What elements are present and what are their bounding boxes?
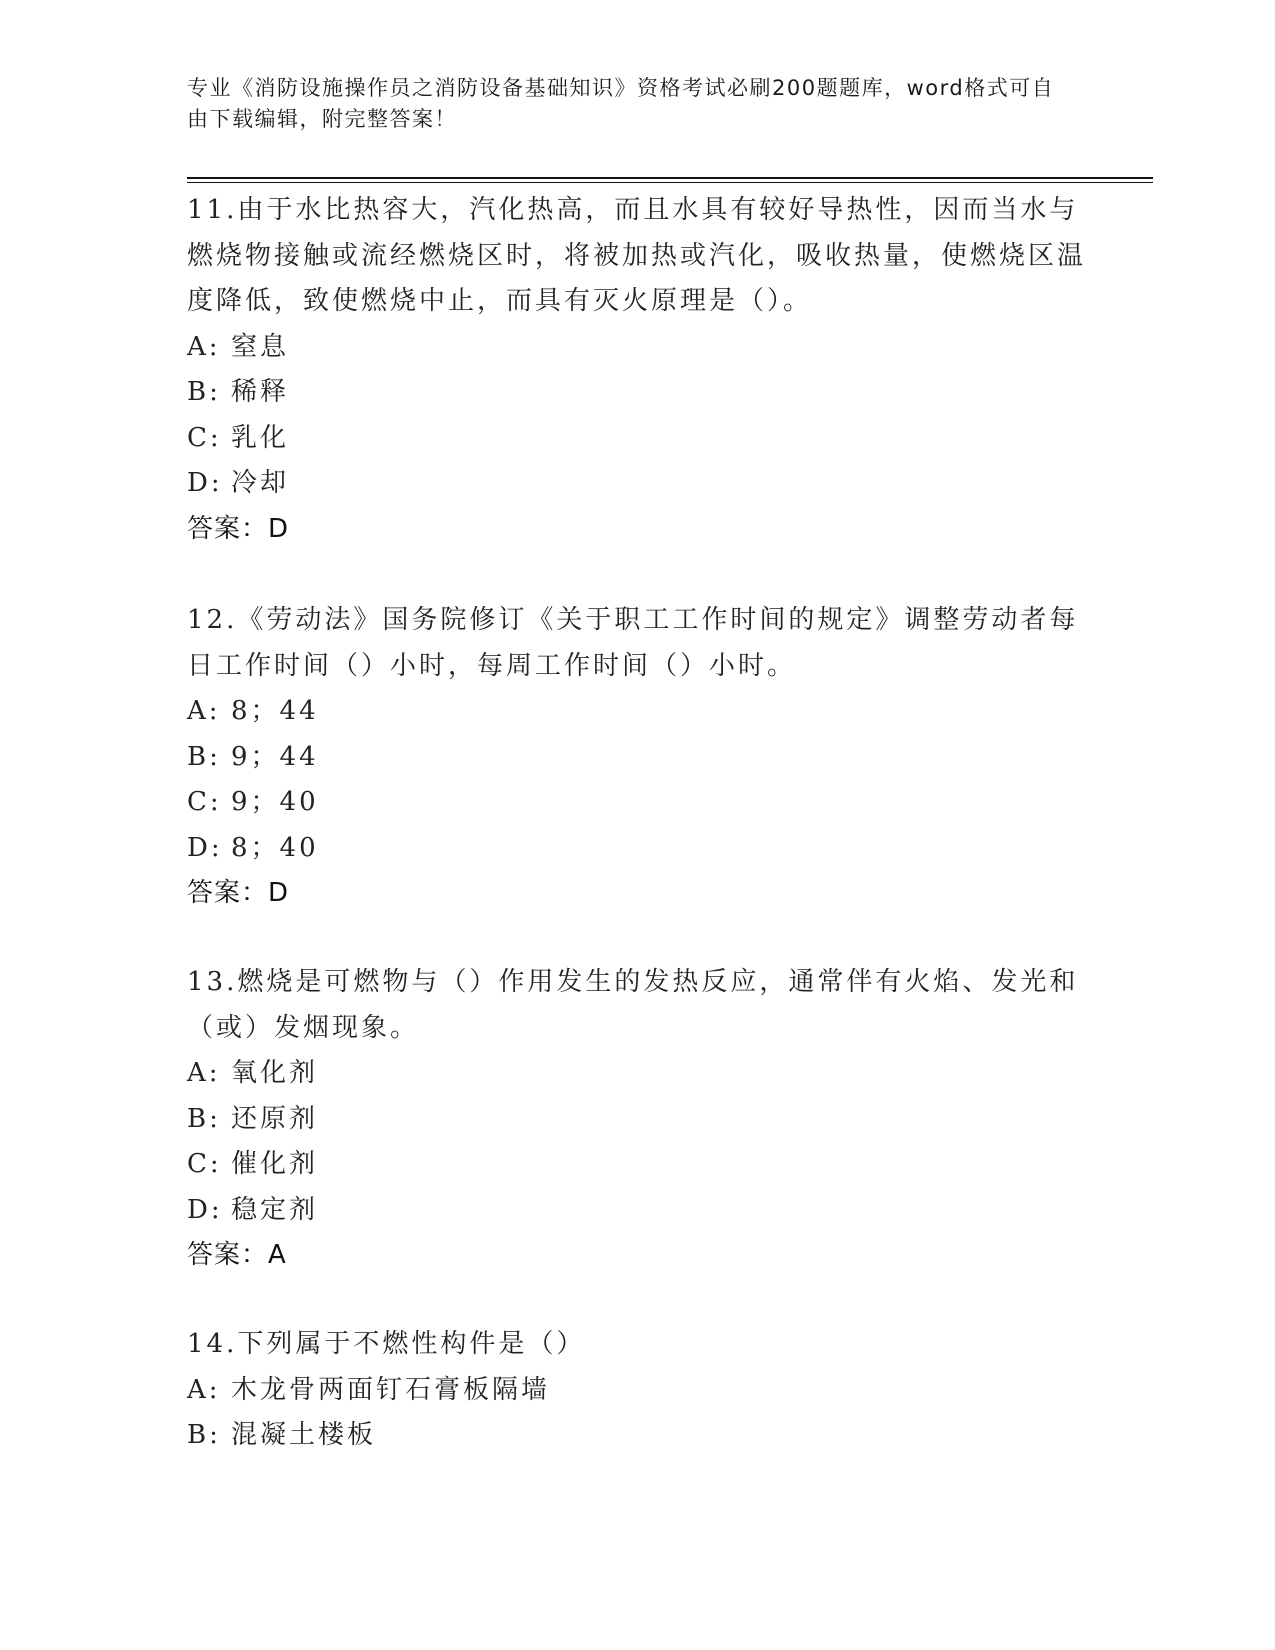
question-14: [187, 1322, 1087, 1459]
question-stem: 11.由于水比热容大，汽化热高，而且水具有较好导热性，因而当水与燃烧物接触或流经燃烧区时，将被加热或汽化，吸收热量，使燃烧区温度降低，致使燃烧中止，而具有灭火原理是（）。: [187, 195, 1087, 316]
option-d: [187, 1188, 1087, 1234]
option-text: 冷却: [231, 468, 290, 498]
option-letter: D:: [187, 468, 223, 498]
option-letter: C:: [187, 1149, 222, 1179]
option-text: 氧化剂: [231, 1058, 319, 1088]
option-letter: C:: [187, 787, 222, 817]
question-stem: 13.燃烧是可燃物与（）作用发生的发热反应，通常伴有火焰、发光和（或）发烟现象。: [187, 967, 1079, 1043]
option-a: [187, 1051, 1087, 1097]
option-letter: A:: [187, 1374, 221, 1405]
option-text: 乳化: [231, 422, 290, 453]
option-letter: A:: [187, 696, 221, 726]
option-d: [187, 826, 1087, 872]
option-c: [187, 780, 1087, 826]
option-text: 8；44: [231, 696, 319, 726]
header-divider-thin: [187, 182, 1153, 183]
option-c: [187, 416, 1087, 462]
option-letter: C:: [187, 422, 222, 453]
option-b: [187, 735, 1087, 781]
option-c: [187, 1142, 1087, 1188]
header-title: 专业《消防设施操作员之消防设备基础知识》资格考试必刷200题题库，word格式可自由下载编辑，附完整答案！: [187, 76, 1055, 131]
option-a: [187, 689, 1087, 735]
option-b: [187, 1097, 1087, 1143]
option-text: 还原剂: [231, 1103, 319, 1134]
option-letter: B:: [187, 741, 221, 772]
option-d: [187, 461, 1087, 507]
option-text: 稳定剂: [231, 1194, 319, 1225]
document-header: [187, 73, 1067, 135]
option-b: [187, 370, 1087, 416]
option-a: [187, 1368, 1087, 1414]
question-12: [187, 598, 1087, 917]
option-text: 窒息: [231, 331, 290, 362]
option-text: 9；44: [231, 741, 319, 772]
option-text: 8；40: [231, 832, 319, 863]
option-letter: B:: [187, 1420, 221, 1450]
answer-line: 答案：D: [187, 513, 290, 544]
option-letter: A:: [187, 331, 221, 362]
header-divider-thick: [187, 177, 1153, 179]
option-text: 9；40: [231, 787, 319, 817]
option-text: 催化剂: [231, 1149, 319, 1179]
option-text: 混凝土楼板: [231, 1420, 377, 1450]
option-letter: B:: [187, 1103, 221, 1134]
option-text: 稀释: [231, 377, 290, 407]
option-letter: D:: [187, 832, 223, 863]
option-text: 木龙骨两面钉石膏板隔墙: [231, 1374, 551, 1405]
option-letter: A:: [187, 1058, 221, 1088]
question-stem: 12.《劳动法》国务院修订《关于职工工作时间的规定》调整劳动者每日工作时间（）小时，每周工作时间（）小时。: [187, 605, 1079, 681]
question-13: [187, 960, 1087, 1279]
option-b: [187, 1413, 1087, 1459]
answer-line: 答案：A: [187, 1240, 287, 1270]
option-a: [187, 325, 1087, 371]
question-11: [187, 188, 1087, 552]
option-letter: D:: [187, 1194, 223, 1225]
question-stem: 14.下列属于不燃性构件是（）: [187, 1329, 586, 1359]
option-letter: B:: [187, 377, 221, 407]
answer-line: 答案：D: [187, 878, 290, 908]
